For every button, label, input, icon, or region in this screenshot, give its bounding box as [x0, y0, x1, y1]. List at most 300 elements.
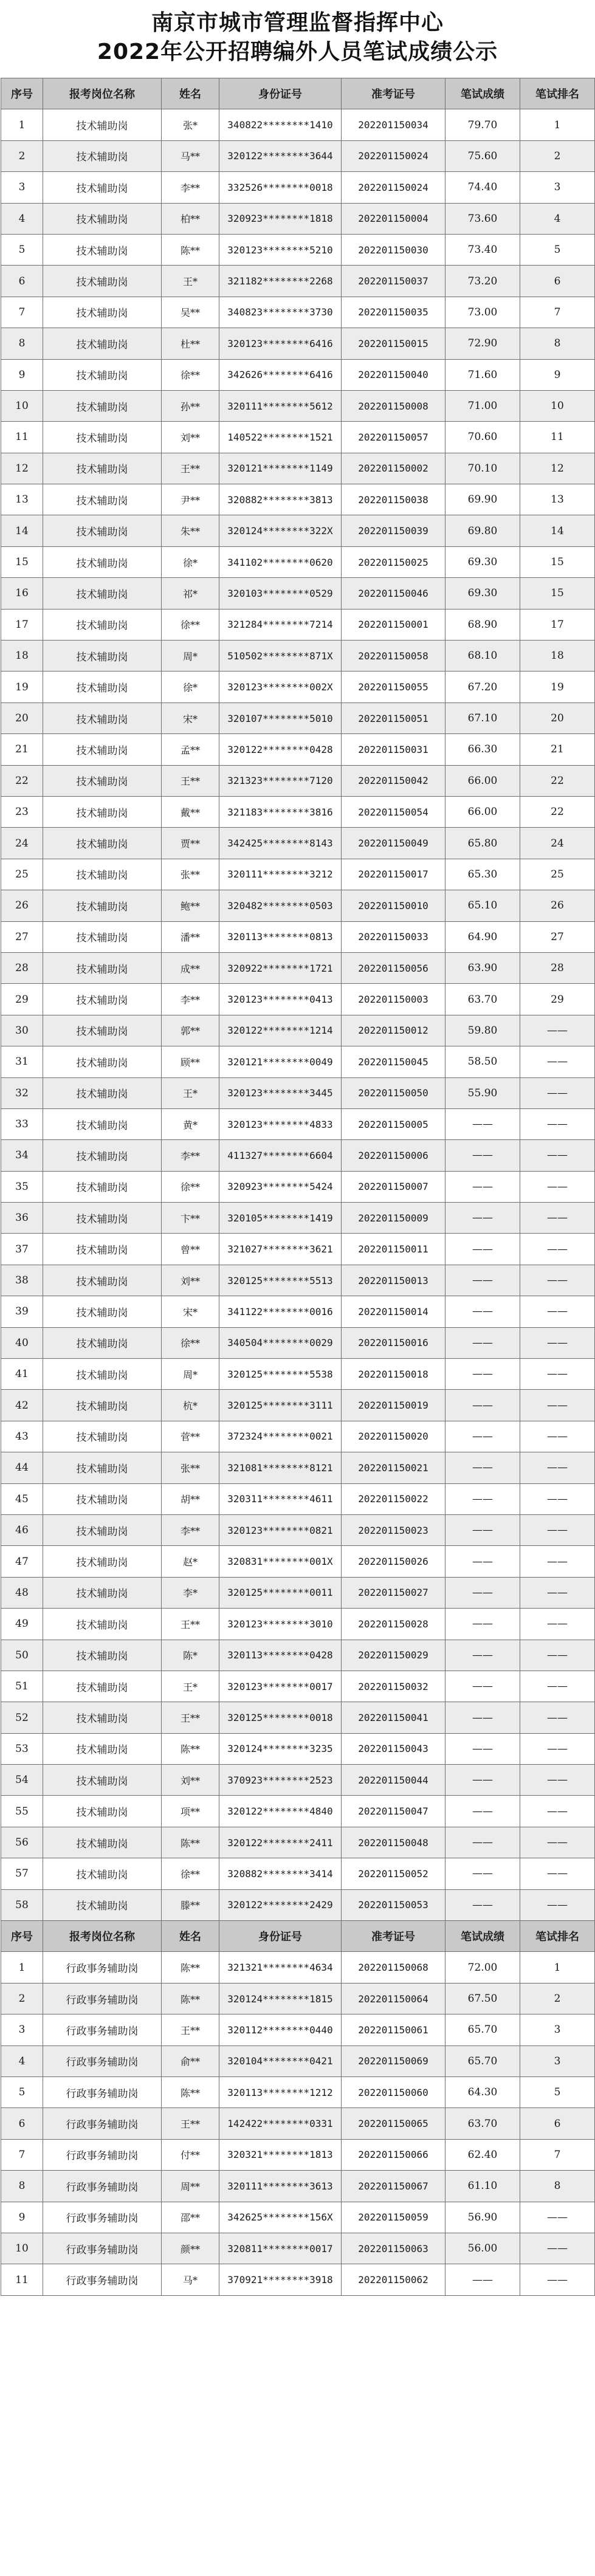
seq-cell: 23 [1, 796, 43, 827]
name-cell: 李* [162, 1577, 219, 1608]
rank-cell: 22 [520, 765, 595, 796]
seq-cell: 50 [1, 1640, 43, 1671]
exam-number-cell: 202201150011 [342, 1234, 445, 1265]
id-number-cell: 321183********3816 [219, 796, 342, 827]
seq-cell: 46 [1, 1514, 43, 1545]
id-number-cell: 320923********1818 [219, 203, 342, 234]
exam-number-cell: 202201150053 [342, 1889, 445, 1920]
position-cell: 行政事务辅助岗 [43, 2045, 162, 2076]
seq-cell: 4 [1, 203, 43, 234]
seq-cell: 6 [1, 2108, 43, 2139]
exam-number-cell: 202201150052 [342, 1858, 445, 1889]
id-number-cell: 340822********1410 [219, 109, 342, 140]
exam-number-cell: 202201150065 [342, 2108, 445, 2139]
name-cell: 杜** [162, 328, 219, 359]
rank-cell: —— [520, 1483, 595, 1514]
rank-cell: —— [520, 1609, 595, 1640]
table-row [1, 453, 595, 484]
seq-cell: 29 [1, 984, 43, 1015]
rank-cell: —— [520, 1296, 595, 1327]
score-cell: —— [445, 1265, 520, 1296]
exam-number-cell: 202201150007 [342, 1171, 445, 1202]
score-cell: 65.80 [445, 828, 520, 859]
seq-cell: 11 [1, 422, 43, 453]
exam-number-cell: 202201150009 [342, 1203, 445, 1234]
seq-cell: 24 [1, 828, 43, 859]
table-row [1, 172, 595, 203]
seq-cell: 9 [1, 2202, 43, 2233]
exam-number-cell: 202201150015 [342, 328, 445, 359]
name-cell: 陈** [162, 1983, 219, 2014]
id-number-cell: 320103********0529 [219, 578, 342, 609]
name-cell: 郭** [162, 1015, 219, 1046]
column-header: 笔试成绩 [445, 1921, 520, 1952]
position-cell: 技术辅助岗 [43, 1108, 162, 1139]
seq-cell: 30 [1, 1015, 43, 1046]
name-cell: 张** [162, 1452, 219, 1483]
score-cell: 61.10 [445, 2171, 520, 2202]
score-cell: 67.50 [445, 1983, 520, 2014]
score-cell: —— [445, 1640, 520, 1671]
seq-cell: 1 [1, 1952, 43, 1983]
exam-number-cell: 202201150013 [342, 1265, 445, 1296]
score-cell: —— [445, 2264, 520, 2295]
page-title: 南京市城市管理监督指挥中心 [151, 10, 444, 35]
score-cell: 65.10 [445, 890, 520, 921]
name-cell: 陈** [162, 1827, 219, 1858]
score-cell: 59.80 [445, 1015, 520, 1046]
exam-number-cell: 202201150016 [342, 1327, 445, 1358]
score-cell: 68.10 [445, 641, 520, 671]
table-row [1, 1421, 595, 1452]
table-row [1, 578, 595, 609]
seq-cell: 57 [1, 1858, 43, 1889]
column-header: 姓名 [162, 1921, 219, 1952]
rank-cell: 15 [520, 546, 595, 577]
id-number-cell: 341102********0620 [219, 546, 342, 577]
seq-cell: 47 [1, 1546, 43, 1577]
position-cell: 技术辅助岗 [43, 1858, 162, 1889]
rank-cell: —— [520, 1889, 595, 1920]
name-cell: 赵* [162, 1546, 219, 1577]
exam-number-cell: 202201150037 [342, 266, 445, 297]
exam-number-cell: 202201150066 [342, 2139, 445, 2170]
table-row [1, 422, 595, 453]
id-number-cell: 320123********6416 [219, 328, 342, 359]
seq-cell: 7 [1, 297, 43, 328]
name-cell: 徐* [162, 546, 219, 577]
name-cell: 徐** [162, 609, 219, 640]
rank-cell: —— [520, 1046, 595, 1077]
name-cell: 俞** [162, 2045, 219, 2076]
exam-number-cell: 202201150049 [342, 828, 445, 859]
exam-number-cell: 202201150035 [342, 297, 445, 328]
rank-cell: —— [520, 1702, 595, 1733]
position-cell: 技术辅助岗 [43, 1265, 162, 1296]
score-cell: —— [445, 1483, 520, 1514]
seq-cell: 41 [1, 1359, 43, 1390]
rank-cell: —— [520, 2264, 595, 2295]
table-row [1, 1514, 595, 1545]
name-cell: 孟** [162, 734, 219, 765]
score-cell: —— [445, 1609, 520, 1640]
position-cell: 技术辅助岗 [43, 328, 162, 359]
position-cell: 技术辅助岗 [43, 1359, 162, 1390]
table-row [1, 266, 595, 297]
rank-cell: —— [520, 1265, 595, 1296]
seq-cell: 3 [1, 2014, 43, 2045]
exam-number-cell: 202201150024 [342, 140, 445, 171]
table-row [1, 952, 595, 983]
rank-cell: 11 [520, 422, 595, 453]
position-cell: 技术辅助岗 [43, 952, 162, 983]
rank-cell: 29 [520, 984, 595, 1015]
page-subtitle: 2022年公开招聘编外人员笔试成绩公示 [97, 39, 498, 64]
seq-cell: 5 [1, 2077, 43, 2108]
id-number-cell: 321323********7120 [219, 765, 342, 796]
score-cell: 55.90 [445, 1077, 520, 1108]
position-cell: 行政事务辅助岗 [43, 1952, 162, 1983]
rank-cell: —— [520, 1514, 595, 1545]
score-cell: —— [445, 1359, 520, 1390]
seq-cell: 32 [1, 1077, 43, 1108]
position-cell: 技术辅助岗 [43, 1733, 162, 1764]
name-cell: 朱** [162, 515, 219, 546]
seq-cell: 14 [1, 515, 43, 546]
seq-cell: 10 [1, 390, 43, 421]
exam-number-cell: 202201150033 [342, 921, 445, 952]
seq-cell: 49 [1, 1609, 43, 1640]
score-cell: 56.90 [445, 2202, 520, 2233]
seq-cell: 53 [1, 1733, 43, 1764]
score-cell: 75.60 [445, 140, 520, 171]
score-cell: 65.30 [445, 859, 520, 890]
score-cell: 65.70 [445, 2014, 520, 2045]
exam-number-cell: 202201150040 [342, 359, 445, 390]
exam-number-cell: 202201150004 [342, 203, 445, 234]
id-number-cell: 340823********3730 [219, 297, 342, 328]
id-number-cell: 320113********0428 [219, 1640, 342, 1671]
seq-cell: 37 [1, 1234, 43, 1265]
seq-cell: 52 [1, 1702, 43, 1733]
table-row [1, 1702, 595, 1733]
rank-cell: 21 [520, 734, 595, 765]
exam-number-cell: 202201150039 [342, 515, 445, 546]
name-cell: 李** [162, 1140, 219, 1171]
seq-cell: 19 [1, 671, 43, 702]
exam-number-cell: 202201150006 [342, 1140, 445, 1171]
score-cell: —— [445, 1203, 520, 1234]
score-cell: 68.90 [445, 609, 520, 640]
id-number-cell: 320923********5424 [219, 1171, 342, 1202]
score-cell: 70.10 [445, 453, 520, 484]
id-number-cell: 370921********3918 [219, 2264, 342, 2295]
score-cell: 79.70 [445, 109, 520, 140]
exam-number-cell: 202201150046 [342, 578, 445, 609]
rank-cell: —— [520, 1327, 595, 1358]
seq-cell: 27 [1, 921, 43, 952]
id-number-cell: 320111********5612 [219, 390, 342, 421]
table-row [1, 1577, 595, 1608]
name-cell: 王** [162, 2014, 219, 2045]
score-cell: —— [445, 1889, 520, 1920]
seq-cell: 54 [1, 1765, 43, 1796]
id-number-cell: 320124********3235 [219, 1733, 342, 1764]
name-cell: 陈** [162, 1952, 219, 1983]
seq-cell: 33 [1, 1108, 43, 1139]
seq-cell: 48 [1, 1577, 43, 1608]
position-cell: 技术辅助岗 [43, 828, 162, 859]
id-number-cell: 142422********0331 [219, 2108, 342, 2139]
id-number-cell: 320124********322X [219, 515, 342, 546]
rank-cell: —— [520, 1796, 595, 1827]
score-cell: —— [445, 1796, 520, 1827]
exam-number-cell: 202201150047 [342, 1796, 445, 1827]
seq-cell: 1 [1, 109, 43, 140]
name-cell: 吴** [162, 297, 219, 328]
position-cell: 行政事务辅助岗 [43, 2014, 162, 2045]
name-cell: 潘** [162, 921, 219, 952]
name-cell: 卞** [162, 1203, 219, 1234]
id-number-cell: 320831********001X [219, 1546, 342, 1577]
rank-cell: 3 [520, 2014, 595, 2045]
table-row [1, 1733, 595, 1764]
name-cell: 胡** [162, 1483, 219, 1514]
score-cell: 66.00 [445, 765, 520, 796]
id-number-cell: 320122********4840 [219, 1796, 342, 1827]
score-cell: —— [445, 1546, 520, 1577]
score-cell: 63.90 [445, 952, 520, 983]
column-header: 准考证号 [342, 78, 445, 109]
name-cell: 刘** [162, 1765, 219, 1796]
rank-cell: —— [520, 1577, 595, 1608]
rank-cell: —— [520, 1671, 595, 1702]
score-cell: —— [445, 1577, 520, 1608]
seq-cell: 44 [1, 1452, 43, 1483]
name-cell: 徐* [162, 671, 219, 702]
id-number-cell: 320123********0017 [219, 1671, 342, 1702]
table-row [1, 2171, 595, 2202]
rank-cell: 8 [520, 328, 595, 359]
score-cell: 69.80 [445, 515, 520, 546]
exam-number-cell: 202201150012 [342, 1015, 445, 1046]
rank-cell: 7 [520, 2139, 595, 2170]
exam-number-cell: 202201150050 [342, 1077, 445, 1108]
rank-cell: —— [520, 1858, 595, 1889]
id-number-cell: 340504********0029 [219, 1327, 342, 1358]
table-row [1, 2233, 595, 2264]
score-cell: 66.30 [445, 734, 520, 765]
exam-number-cell: 202201150058 [342, 641, 445, 671]
position-cell: 技术辅助岗 [43, 1514, 162, 1545]
score-cell: 72.00 [445, 1952, 520, 1983]
seq-cell: 18 [1, 641, 43, 671]
exam-number-cell: 202201150068 [342, 1952, 445, 1983]
name-cell: 滕** [162, 1889, 219, 1920]
column-header: 身份证号 [219, 78, 342, 109]
name-cell: 刘** [162, 422, 219, 453]
seq-cell: 17 [1, 609, 43, 640]
name-cell: 徐** [162, 359, 219, 390]
name-cell: 贾** [162, 828, 219, 859]
exam-number-cell: 202201150028 [342, 1609, 445, 1640]
score-cell: —— [445, 1296, 520, 1327]
exam-number-cell: 202201150059 [342, 2202, 445, 2233]
table-row [1, 359, 595, 390]
column-header: 笔试排名 [520, 78, 595, 109]
column-header: 序号 [1, 1921, 43, 1952]
score-cell: —— [445, 1827, 520, 1858]
score-cell: 70.60 [445, 422, 520, 453]
rank-cell: 9 [520, 359, 595, 390]
table-row [1, 1046, 595, 1077]
exam-number-cell: 202201150022 [342, 1483, 445, 1514]
seq-cell: 13 [1, 484, 43, 515]
name-cell: 王* [162, 266, 219, 297]
id-number-cell: 510502********871X [219, 641, 342, 671]
score-cell: —— [445, 1671, 520, 1702]
id-number-cell: 320107********5010 [219, 702, 342, 733]
seq-cell: 3 [1, 172, 43, 203]
exam-number-cell: 202201150063 [342, 2233, 445, 2264]
position-cell: 技术辅助岗 [43, 1577, 162, 1608]
table-row [1, 828, 595, 859]
exam-number-cell: 202201150018 [342, 1359, 445, 1390]
table-row [1, 1171, 595, 1202]
position-cell: 技术辅助岗 [43, 109, 162, 140]
score-cell: 67.10 [445, 702, 520, 733]
position-cell: 技术辅助岗 [43, 1296, 162, 1327]
rank-cell: 8 [520, 2171, 595, 2202]
seq-cell: 2 [1, 1983, 43, 2014]
table-row [1, 546, 595, 577]
score-cell: —— [445, 1108, 520, 1139]
id-number-cell: 320122********1214 [219, 1015, 342, 1046]
rank-cell: —— [520, 1390, 595, 1421]
seq-cell: 34 [1, 1140, 43, 1171]
id-number-cell: 341122********0016 [219, 1296, 342, 1327]
rank-cell: —— [520, 1827, 595, 1858]
table-row [1, 1952, 595, 1983]
id-number-cell: 140522********1521 [219, 422, 342, 453]
seq-cell: 12 [1, 453, 43, 484]
position-cell: 行政事务辅助岗 [43, 1983, 162, 2014]
exam-number-cell: 202201150020 [342, 1421, 445, 1452]
id-number-cell: 372324********0021 [219, 1421, 342, 1452]
rank-cell: 15 [520, 578, 595, 609]
exam-number-cell: 202201150038 [342, 484, 445, 515]
score-cell: 63.70 [445, 984, 520, 1015]
position-cell: 技术辅助岗 [43, 796, 162, 827]
rank-cell: —— [520, 1015, 595, 1046]
rank-cell: 20 [520, 702, 595, 733]
score-cell: 64.30 [445, 2077, 520, 2108]
table-row [1, 2202, 595, 2233]
score-cell: —— [445, 1140, 520, 1171]
rank-cell: —— [520, 1108, 595, 1139]
id-number-cell: 320321********1813 [219, 2139, 342, 2170]
score-cell: 73.40 [445, 234, 520, 265]
position-cell: 技术辅助岗 [43, 1640, 162, 1671]
position-cell: 技术辅助岗 [43, 641, 162, 671]
position-cell: 技术辅助岗 [43, 578, 162, 609]
table-row [1, 1765, 595, 1796]
score-cell: 58.50 [445, 1046, 520, 1077]
id-number-cell: 320105********1419 [219, 1203, 342, 1234]
position-cell: 技术辅助岗 [43, 984, 162, 1015]
table-row [1, 2077, 595, 2108]
results-table-body [1, 78, 595, 2296]
seq-cell: 56 [1, 1827, 43, 1858]
score-cell: —— [445, 1327, 520, 1358]
exam-number-cell: 202201150025 [342, 546, 445, 577]
exam-number-cell: 202201150024 [342, 172, 445, 203]
name-cell: 徐** [162, 1327, 219, 1358]
exam-number-cell: 202201150023 [342, 1514, 445, 1545]
id-number-cell: 320123********3445 [219, 1077, 342, 1108]
column-header: 准考证号 [342, 1921, 445, 1952]
position-cell: 技术辅助岗 [43, 890, 162, 921]
seq-cell: 51 [1, 1671, 43, 1702]
id-number-cell: 320124********1815 [219, 1983, 342, 2014]
rank-cell: 12 [520, 453, 595, 484]
table-row [1, 1983, 595, 2014]
rank-cell: —— [520, 2202, 595, 2233]
name-cell: 成** [162, 952, 219, 983]
id-number-cell: 320123********3010 [219, 1609, 342, 1640]
seq-cell: 43 [1, 1421, 43, 1452]
position-cell: 技术辅助岗 [43, 390, 162, 421]
seq-cell: 39 [1, 1296, 43, 1327]
seq-cell: 8 [1, 2171, 43, 2202]
name-cell: 菅** [162, 1421, 219, 1452]
table-row [1, 641, 595, 671]
position-cell: 技术辅助岗 [43, 1140, 162, 1171]
score-cell: 73.60 [445, 203, 520, 234]
id-number-cell: 320112********0440 [219, 2014, 342, 2045]
exam-number-cell: 202201150051 [342, 702, 445, 733]
exam-number-cell: 202201150019 [342, 1390, 445, 1421]
score-cell: 56.00 [445, 2233, 520, 2264]
table-row [1, 390, 595, 421]
position-cell: 行政事务辅助岗 [43, 2202, 162, 2233]
score-cell: —— [445, 1765, 520, 1796]
name-cell: 张* [162, 109, 219, 140]
score-cell: —— [445, 1452, 520, 1483]
rank-cell: —— [520, 1452, 595, 1483]
id-number-cell: 320122********2411 [219, 1827, 342, 1858]
rank-cell: 10 [520, 390, 595, 421]
table-row [1, 1296, 595, 1327]
name-cell: 徐** [162, 1171, 219, 1202]
id-number-cell: 320123********4833 [219, 1108, 342, 1139]
id-number-cell: 411327********6604 [219, 1140, 342, 1171]
id-number-cell: 342425********8143 [219, 828, 342, 859]
exam-number-cell: 202201150064 [342, 1983, 445, 2014]
rank-cell: 5 [520, 234, 595, 265]
score-cell: —— [445, 1171, 520, 1202]
id-number-cell: 320482********0503 [219, 890, 342, 921]
exam-number-cell: 202201150017 [342, 859, 445, 890]
score-cell: 65.70 [445, 2045, 520, 2076]
seq-cell: 10 [1, 2233, 43, 2264]
exam-number-cell: 202201150010 [342, 890, 445, 921]
table-row [1, 484, 595, 515]
table-row [1, 2045, 595, 2076]
position-cell: 技术辅助岗 [43, 921, 162, 952]
position-cell: 技术辅助岗 [43, 1483, 162, 1514]
table-row [1, 1452, 595, 1483]
